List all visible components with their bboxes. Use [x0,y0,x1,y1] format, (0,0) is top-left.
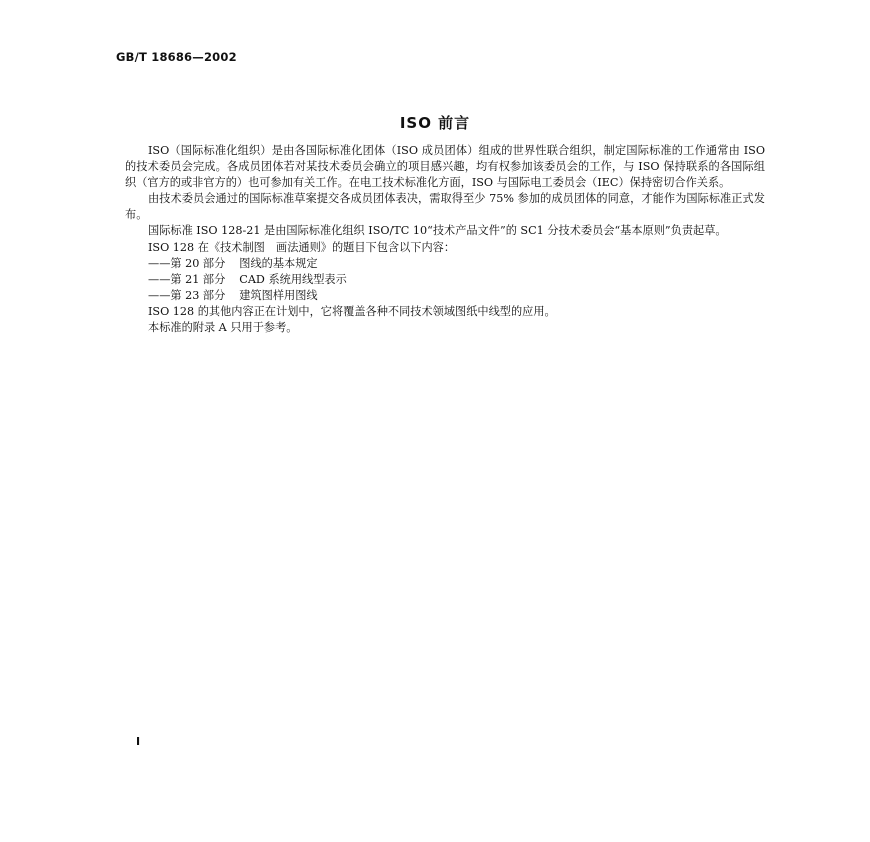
list-item [125,256,765,272]
paragraph-annex: 本标准的附录 A 只用于参考。 [148,321,298,335]
page-title: ISO 前言 [399,114,471,132]
paragraph-parts-intro: ISO 128 在《技术制图 画法通则》的题目下包含以下内容： [148,240,456,254]
paragraph-iso-intro: ISO（国际标准化组织）是由各国际标准化团体（ISO 成员团体）组成的世界性联合组织，制定国际标准的工作通常由 ISO 的技术委员会完成。各成员团体若对某技术委员会确立的项目感兴趣，均有权参加该委员会的工作，与 ISO 保持联系的各国际组织（官方的或非官方的）也可参加有关工作。在电工技术标准化方面，ISO 与国际电工委员会（IEC）保持密切合作关系。 [125,144,765,190]
part-title: 建筑图样用图线 [239,288,318,302]
part-title: 图线的基本规定 [239,256,318,270]
list-item [125,272,765,288]
part-title: CAD 系统用线型表示 [239,272,347,286]
paragraph-drafting: 国际标准 ISO 128-21 是由国际标准化组织 ISO/TC 10“技术产品文件”的 SC1 分技术委员会“基本原则”负责起草。 [148,224,727,238]
page-number: I [136,735,141,748]
paragraph-voting: 由技术委员会通过的国际标准草案提交各成员团体表决，需取得至少 75% 参加的成员团体的同意，才能作为国际标准正式发布。 [125,192,765,222]
paragraph-future: ISO 128 的其他内容正在计划中，它将覆盖各种不同技术领域图纸中线型的应用。 [148,304,556,318]
standard-code: GB/T 18686—2002 [116,50,237,64]
foreword-body [125,143,765,336]
part-number: ——第 21 部分 [148,272,226,286]
part-number: ——第 23 部分 [148,288,226,302]
part-number: ——第 20 部分 [148,256,226,270]
list-item [125,288,765,304]
